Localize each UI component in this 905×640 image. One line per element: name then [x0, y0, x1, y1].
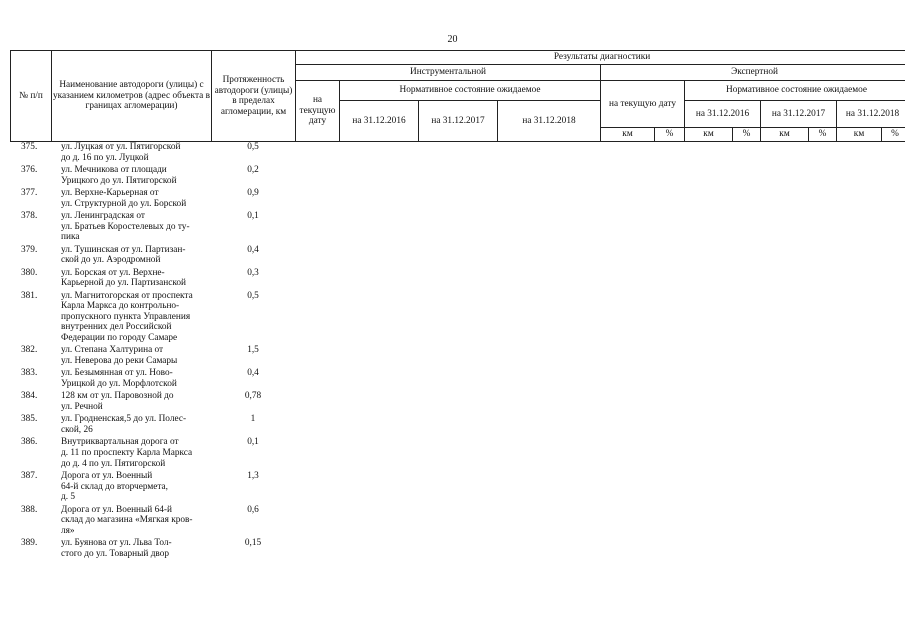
diagnostics-table-header: [10, 50, 905, 142]
table-row: [10, 414, 310, 437]
row-number: 389.: [21, 538, 38, 549]
unit-pct: %: [809, 128, 837, 142]
unit-km: км: [837, 128, 882, 142]
row-road-name: ул. Борская от ул. Верхне- Карьерной до ул. Партизанской: [61, 267, 186, 289]
row-length: 0,78: [244, 391, 262, 402]
unit-pct: %: [733, 128, 761, 142]
row-road-name: ул. Буянова от ул. Льва Тол- стого до ул. Товарный двор: [61, 538, 172, 559]
header-exp-2016: на 31.12.2016: [685, 101, 761, 128]
header-num: № п/п: [11, 51, 52, 142]
table-row: [10, 211, 310, 245]
row-length: 0,3: [247, 267, 259, 278]
row-length: 1,3: [247, 470, 259, 481]
table-row: [10, 188, 310, 211]
header-instr-2017: на 31.12.2017: [419, 101, 498, 142]
unit-pct: %: [655, 128, 685, 142]
table-row: [10, 505, 310, 539]
row-number: 388.: [21, 504, 38, 515]
table-row: [10, 291, 310, 346]
row-length: 0,2: [247, 165, 259, 175]
table-row: [10, 471, 310, 505]
header-exp-current-date: на текущую дату: [601, 81, 685, 128]
row-length: 0,4: [247, 244, 259, 255]
row-road-name: ул. Мечникова от площади Урицкого до ул. Пятигорской: [61, 165, 177, 186]
table-row: [10, 437, 310, 471]
row-number: 376.: [21, 165, 38, 175]
header-instrumental: Инструментальной: [296, 65, 601, 81]
row-road-name: ул. Луцкая от ул. Пятигорской до д. 16 по ул. Луцкой: [61, 142, 181, 163]
table-row: [10, 538, 310, 561]
header-instr-2016: на 31.12.2016: [340, 101, 419, 142]
header-road-name: Наименование автодороги (улицы) с указанием километров (адрес объекта в границах агломерации): [52, 51, 212, 142]
row-number: 385.: [21, 414, 38, 425]
row-road-name: ул. Тушинская от ул. Партизан- ской до ул. Аэродромной: [61, 244, 186, 266]
unit-km: км: [601, 128, 655, 142]
table-row: [10, 142, 310, 165]
header-length: Протяженность автодороги (улицы) в пределах агломерации, км: [212, 51, 296, 142]
unit-km: км: [761, 128, 809, 142]
row-length: 0,1: [247, 211, 259, 221]
header-expert: Экспертной: [601, 65, 905, 81]
row-number: 382.: [21, 345, 38, 356]
road-list: [10, 142, 310, 561]
row-length: 1,5: [247, 345, 259, 356]
row-road-name: 128 км от ул. Паровозной до ул. Речной: [61, 391, 174, 412]
page-number: 20: [447, 34, 458, 45]
row-number: 384.: [21, 391, 38, 402]
header-exp-2017: на 31.12.2017: [761, 101, 837, 128]
row-number: 377.: [21, 188, 38, 198]
header-exp-2018: на 31.12.2018: [837, 101, 905, 128]
table-row: [10, 268, 310, 291]
header-results: Результаты диагностики: [296, 51, 905, 65]
row-length: 1: [250, 414, 256, 425]
unit-pct: %: [882, 128, 905, 142]
table-row: [10, 345, 310, 368]
header-instr-2018: на 31.12.2018: [498, 101, 601, 142]
row-road-name: Дорога от ул. Военный 64-й склад до магазина «Мягкая кров- ля»: [61, 504, 193, 536]
row-length: 0,5: [247, 290, 259, 301]
row-number: 386.: [21, 437, 38, 448]
row-number: 378.: [21, 211, 38, 221]
unit-km: км: [685, 128, 733, 142]
row-length: 0,1: [247, 437, 259, 448]
row-number: 379.: [21, 244, 38, 255]
header-instr-current-date: на текущую дату: [296, 81, 340, 142]
row-road-name: ул. Гродненская,5 до ул. Полес- ской, 26: [61, 414, 187, 435]
table-row: [10, 391, 310, 414]
row-length: 0,6: [247, 504, 259, 515]
table-row: [10, 245, 310, 268]
row-road-name: Дорога от ул. Военный 64-й склад до вторчермета, д. 5: [61, 470, 168, 503]
row-length: 0,5: [247, 142, 259, 152]
row-road-name: ул. Верхне-Карьерная от ул. Структурной до ул. Борской: [61, 188, 187, 209]
table-row: [10, 368, 310, 391]
row-number: 380.: [21, 267, 38, 278]
table-row: [10, 165, 310, 188]
row-road-name: ул. Ленинградская от ул. Братьев Коростелевых до ту- пика: [61, 211, 190, 243]
row-length: 0,4: [247, 368, 259, 379]
header-exp-normative: Нормативное состояние ожидаемое: [685, 81, 905, 101]
header-instr-normative: Нормативное состояние ожидаемое: [340, 81, 601, 101]
row-road-name: ул. Магнитогорская от проспекта Карла Маркса до контрольно- пропускного пункта Управления внутренних дел Российской Федерации по городу Самаре: [61, 290, 193, 343]
row-length: 0,15: [244, 538, 262, 549]
row-number: 381.: [21, 290, 38, 301]
row-road-name: ул. Степана Халтурина от ул. Неверова до реки Самары: [61, 345, 178, 366]
row-road-name: ул. Безымянная от ул. Ново- Урицкой до ул. Морфлотской: [61, 368, 177, 389]
row-road-name: Внутриквартальная дорога от д. 11 по проспекту Карла Маркса до д. 4 по ул. Пятигорской: [61, 437, 193, 469]
row-number: 387.: [21, 470, 38, 481]
row-length: 0,9: [247, 188, 259, 198]
row-number: 383.: [21, 368, 38, 379]
row-number: 375.: [21, 142, 38, 152]
